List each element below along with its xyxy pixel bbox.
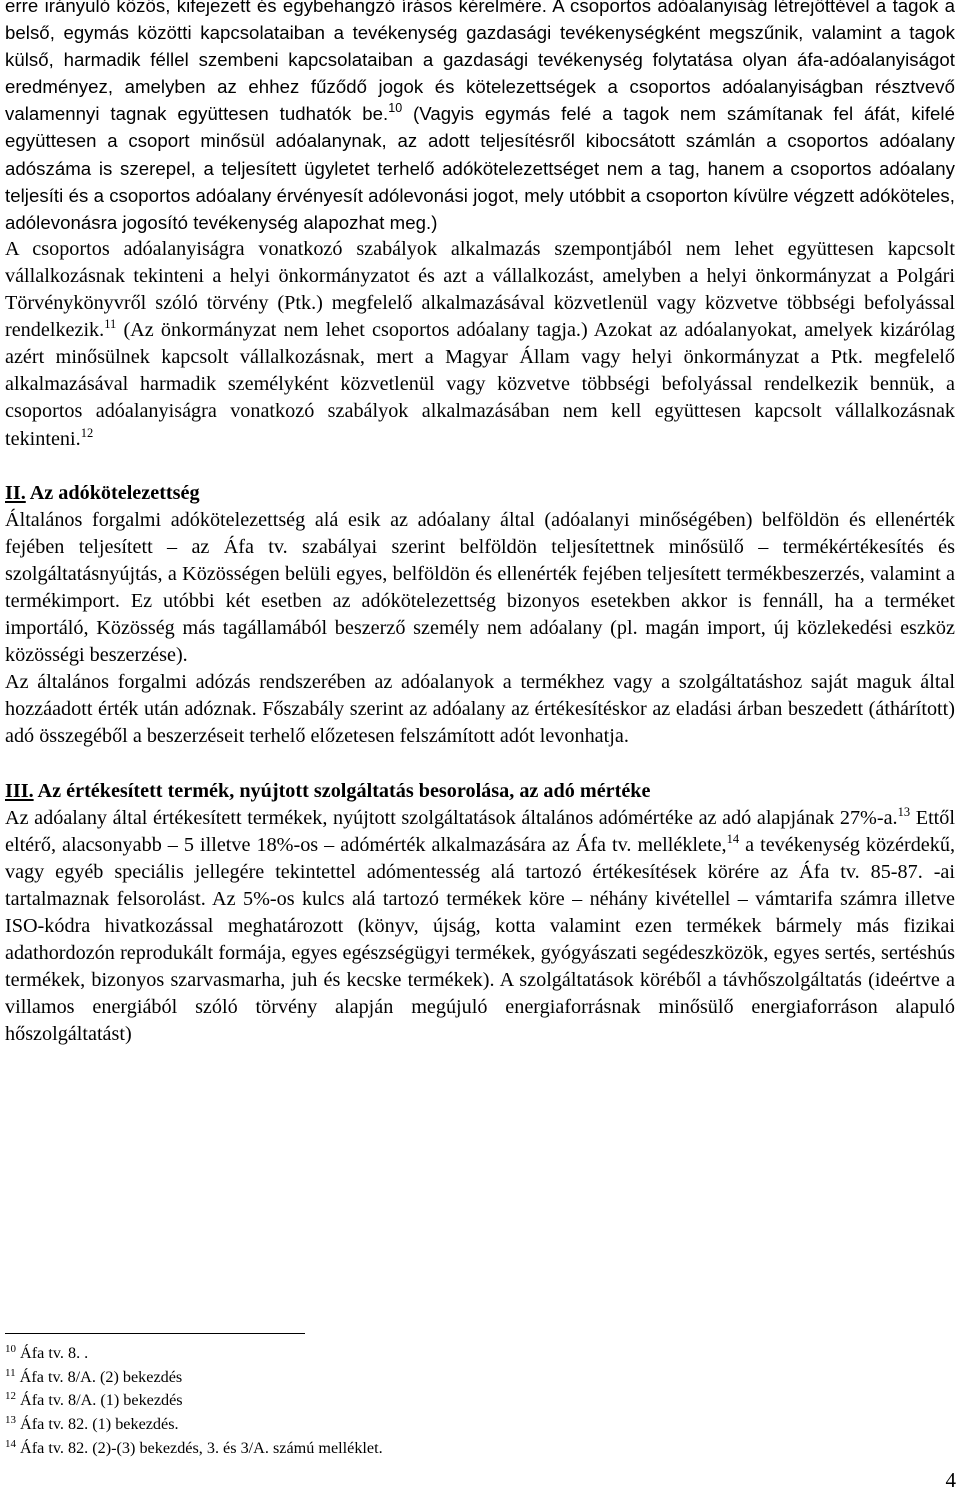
spacer (5, 751, 955, 778)
paragraph-group-vat (5, 0, 955, 236)
spacer (5, 453, 955, 480)
section-heading-2 (5, 480, 955, 507)
document-page (5, 0, 955, 1048)
footnote-text: Áfa tv. 82. (2)-(3) bekezdés, 3. és 3/A. számú melléklet. (16, 1438, 383, 1457)
footnote-number: 11 (5, 1366, 16, 1379)
footnote-number: 10 (5, 1343, 16, 1355)
footnote-item (5, 1437, 383, 1461)
section-number: II. (5, 481, 26, 504)
paragraph-text: Ettől eltérő, alacsonyabb – 5 illetve 18%-os – adómérték alkalmazására az Áfa tv. melléklete, (5, 806, 955, 856)
paragraph-municipality (5, 236, 955, 453)
footnote-item (5, 1342, 383, 1366)
footnote-text: Áfa tv. 8/A. (1) bekezdés (16, 1391, 183, 1410)
paragraph-text: (Vagyis egymás felé a tagok nem számítanak fel áfát, kifelé együttesen a csoport minősül adóalanynak, az adott teljesítésről kibocsátott számlán a csoportos adóalany adószáma is szerepel, a teljesített ügyletet terhelő adókötelezettséget nem a tag, hanem a csoportos adóalany teljesíti és a csoportos adóalany érvényesít adólevonási jogot, mely utóbbit a csoporton kívülre végzett adóköteles, adólevonásra jogosító tevékenység alapozhat meg.) (5, 103, 955, 233)
footnotes (5, 1342, 383, 1461)
section-title: Az értékesített termék, nyújtott szolgáltatás besorolása, az adó mértéke (33, 779, 651, 802)
footnote-ref-11[interactable]: 11 (104, 317, 117, 332)
footnote-number: 14 (5, 1437, 16, 1450)
footnote-ref-12[interactable]: 12 (80, 425, 94, 440)
footnote-item (5, 1389, 383, 1413)
footnote-number: 13 (5, 1414, 16, 1427)
footnote-ref-14[interactable]: 14 (726, 831, 740, 846)
footnote-item (5, 1413, 383, 1437)
paragraph-text: erre irányuló közös, kifejezett és egybehangzó írásos kérelmére. A csoportos adóalanyiság létrejöttével a tagok a belső, egymás közötti kapcsolataiban a tevékenység gazdasági tevékenységként megszűnik, valamint a tagok külső, harmadik féllel szembeni kapcsolataiban a gazdasági tevékenység folytatása olyan áfa-adóalanyiságot eredményez, amelyben az ehhez fűződő jogok és kötelezettségek a csoportos adóalanyiságban résztvevő valamennyi tagnak együttesen tudhatók be. (5, 0, 955, 125)
section-number: III. (5, 779, 34, 802)
footnote-ref-10[interactable]: 10 (388, 101, 403, 116)
paragraph-tax-liability: Általános forgalmi adókötelezettség alá esik az adóalany által (adóalanyi minőségében) belföldön és ellenérték fejében teljesített – az Áfa tv. szabályai szerint belföldön teljesítettnek minősülő – termékértékesítés és szolgáltatásnyújtás, a Közösségen belüli egyes, belföldön és ellenérték fejében teljesített termékbeszerzés, valamint a termékimport. Ez utóbbi két esetben az adókötelezettség bizonyos esetekben akkor is fennáll, ha a terméket importáló, Közösség más tagállamából beszerző személy nem adóalany (pl. magán import, új közlekedési eszköz közösségi beszerzése). (5, 508, 955, 667)
footnote-text: Áfa tv. 8/A. (2) bekezdés (15, 1367, 183, 1386)
paragraph-added-value: Az általános forgalmi adózás rendszerében az adóalanyok a termékhez vagy a szolgáltatáshoz saját maguk által hozzáadott érték után adóznak. Főszabály szerint az adóalany az értékesítéskor az eladási árban beszedett (áthárított) adó összegéből a beszerzéseit terhelő előzetesen felszámított adót levonhatja. (5, 671, 955, 748)
paragraph-text: (Az önkormányzat nem lehet csoportos adóalany tagja.) Azokat az adóalanyokat, amelyek kizárólag azért minősülnek kapcsolt vállalkozásnak, mert a Magyar Állam vagy helyi önkormányzat a Ptk. megfelelő alkalmazásával harmadik személyként közvetlenül vagy közvetve többségi befolyással rendelkezik bennük, a csoportos adóalanyiságra vonatkozó szabályok alkalmazásában nem kell együttesen kapcsolt vállalkozásnak tekinteni. (5, 319, 955, 450)
footnote-text: Áfa tv. 82. (1) bekezdés. (16, 1415, 179, 1434)
footnote-separator (5, 1333, 305, 1334)
paragraph-tax-rates (5, 805, 955, 1049)
section-title: Az adókötelezettség (25, 481, 200, 504)
paragraph-text: Az adóalany által értékesített termékek, nyújtott szolgáltatások általános adómértéke az adó alapjának 27%-a. (5, 806, 898, 829)
paragraph-text: A csoportos adóalanyiságra vonatkozó szabályok alkalmazás szempontjából nem lehet együttesen kapcsolt vállalkozásnak tekinteni a helyi önkormányzatot és azt a vállalkozást, amelyben a helyi önkormányzat a Polgári Törvénykönyvről szóló törvény (Ptk.) megfelelő alkalmazásával közvetlenül vagy közvetve többségi befolyással rendelkezik. (5, 237, 955, 342)
section-heading-3 (5, 778, 955, 805)
page-number: 4 (945, 1468, 956, 1492)
footnote-item (5, 1366, 383, 1390)
footnote-text: Áfa tv. 8. . (16, 1344, 89, 1362)
paragraph-text: a tevékenység közérdekű, vagy egyéb speciális jellegére tekintettel adómentesség alá tartozó értékesítések körére az Áfa tv. 85-87. -ai tartalmaznak felsorolást. Az 5%-os kulcs alá tartozó termékek köre – néhány kivétellel – vámtarifa számra illetve ISO-kódra hivatkozással meghatározott (könyv, újság, kotta valamint ezen termékek bármely más fizikai adathordozón reprodukált formája, egyes egészségügyi termékek, gyógyászati segédeszközök, egyes sertés, sertéshús termékek, bizonyos szarvasmarha, juh és kecske termékek). A szolgáltatások köréből a távhőszolgáltatás (ideértve a villamos energiából szóló törvény alapján megújuló energiaforrásnak minősülő energiaforráson alapuló hőszolgáltatást) (5, 833, 955, 1046)
footnote-ref-13[interactable]: 13 (897, 804, 911, 819)
footnote-number: 12 (5, 1390, 16, 1403)
